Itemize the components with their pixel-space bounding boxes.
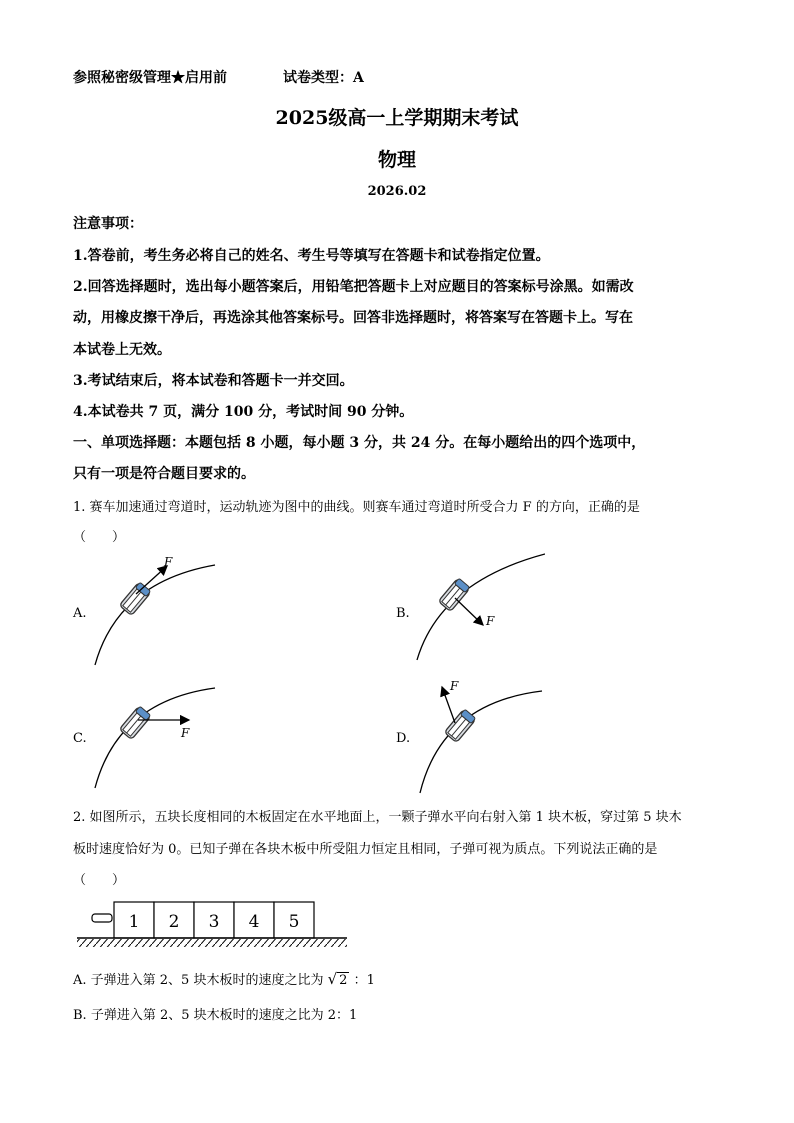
option-d-label: D. [396,731,411,746]
ground-hatch [77,939,347,947]
notice-line: 2.回答选择题时，选出每小题答案后，用铅笔把答题卡上对应题目的答案标号涂黑。如需改 [73,279,634,295]
wood-boards-diagram [75,896,350,952]
notice-line: 动，用橡皮擦干净后，再选涂其他答案标号。回答非选择题时，将答案写在答题卡上。写在 [73,310,633,326]
force-arrow [136,566,167,594]
notice-line: 4.本试卷共 7 页，满分 100 分，考试时间 90 分钟。 [73,404,414,420]
board-label: 1 [128,912,140,932]
sqrt-radicand: 2 [339,973,348,988]
notice-heading: 注意事项： [73,216,143,232]
section-heading-cont: 只有一项是符合题目要求的。 [73,466,255,482]
option-b-label: B. [396,606,410,621]
question-2-paren: （ ） [73,873,126,888]
race-car-icon [119,706,151,740]
question-2-text-cont: 板时速度恰好为 0。已知子弹在各块木板中所受阻力恒定且相同，子弹可视为质点。下列说法正确的是 [73,842,658,857]
question-1-paren: （ ） [73,530,126,545]
paper-type-label: 试卷类型：A [283,70,364,86]
option-b-diagram [410,552,545,670]
question-2-option-a [73,969,375,988]
option-c-label: C. [73,731,87,746]
trajectory-curve [95,565,215,665]
trajectory-curve [95,688,215,788]
exam-date: 2026.02 [367,184,427,199]
question-2-option-b: B. 子弹进入第 2、5 块木板时的速度之比为 2：1 [73,1008,358,1023]
board-label: 2 [168,912,180,932]
force-label: F [181,726,190,740]
sqrt-symbol: √ [327,970,338,988]
notice-line: 本试卷上无效。 [73,342,171,358]
board-label: 5 [288,912,300,932]
race-car-icon [438,578,470,612]
option-a-text-pre: A. 子弹进入第 2、5 块木板时的速度之比为 [73,973,324,988]
option-c-diagram [88,683,223,793]
notice-line: 1.答卷前，考生务必将自己的姓名、考生号等填写在答题卡和试卷指定位置。 [73,248,550,264]
secret-level-label: 参照秘密级管理★启用前 [73,70,227,86]
force-arrow [455,598,483,625]
board-label: 3 [208,912,220,932]
force-label: F [450,679,459,693]
section-heading: 一、单项选择题：本题包括 8 小题，每小题 3 分，共 24 分。在每小题给出的四个选项中， [73,435,646,451]
board-label: 4 [248,912,260,932]
option-a-diagram [88,552,223,670]
option-a-text-post: ：1 [353,973,375,988]
option-d-diagram [410,673,545,798]
trajectory-curve [420,691,542,793]
subject-title: 物理 [377,149,416,171]
exam-title: 2025级高一上学期期末考试 [275,107,519,129]
question-2-text: 2. 如图所示，五块长度相同的木板固定在水平地面上，一颗子弹水平向右射入第 1 块木板，穿过第 5 块木 [73,810,682,825]
trajectory-curve [417,554,545,660]
option-a-label: A. [73,606,87,621]
question-1-text: 1. 赛车加速通过弯道时，运动轨迹为图中的曲线。则赛车通过弯道时所受合力 F 的方向，正确的是 [73,500,640,515]
force-label: F [486,614,495,628]
force-label: F [164,555,173,569]
notice-line: 3.考试结束后，将本试卷和答题卡一并交回。 [73,373,354,389]
race-car-icon [444,709,476,743]
bullet [92,914,112,922]
